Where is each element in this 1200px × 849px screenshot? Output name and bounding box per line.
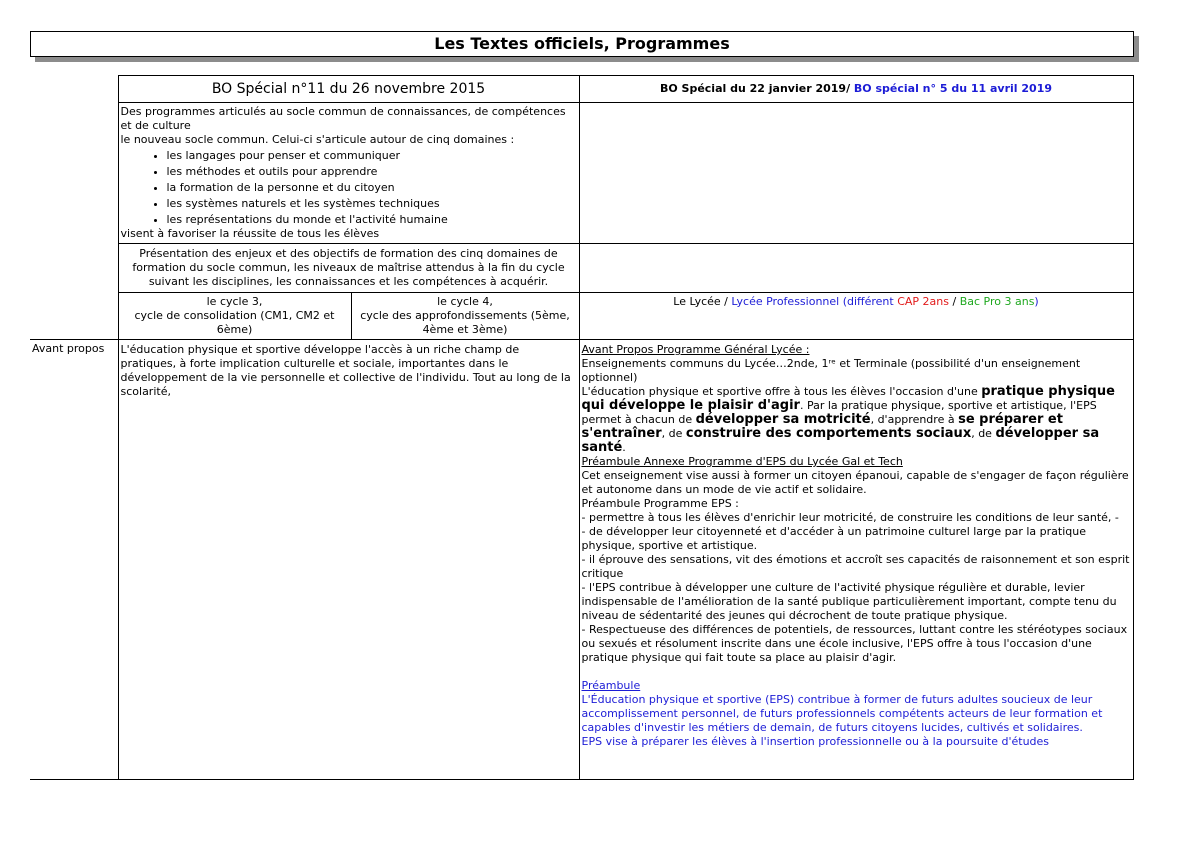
socle-cell: [118, 103, 579, 244]
page-title: Les Textes officiels, Programmes: [30, 31, 1134, 57]
empty-cell: [30, 103, 118, 244]
list-item: - Respectueuse des différences de potentiels, de ressources, luttant contre les stéréotypes sociaux ou sexués et résolument inscrite dans une école inclusive, l'EPS offre à tous l'occasion d'une pratique physique qui fait toute sa place au plaisir d'agir.: [581, 623, 1128, 664]
list-item: - permettre à tous les élèves d'enrichir leur motricité, de construire les conditions de leur santé, -: [581, 511, 1119, 524]
enseignements-communs: Enseignements communs du Lycée…2nde, 1ʳᵉ et Terminale (possibilité d'un enseignement optionnel): [581, 357, 1081, 384]
cycle-4-desc: cycle des approfondissements (5ème, 4ème et 3ème): [360, 309, 570, 336]
header-bo-2019: BO Spécial du 22 janvier 2019/ BO spécial n° 5 du 11 avril 2019: [579, 76, 1133, 103]
empty-cell: [30, 293, 118, 340]
socle-intro-2: le nouveau socle commun. Celui-ci s'articule autour de cinq domaines :: [120, 133, 515, 146]
socle-row: [30, 103, 1133, 244]
cycle-3-cell: [118, 293, 351, 340]
preambule-annexe-title: Préambule Annexe Programme d'EPS du Lycée Gal et Tech: [581, 455, 903, 468]
cycle-4-cell: [351, 293, 579, 340]
socle-outro: visent à favoriser la réussite de tous les élèves: [120, 227, 380, 240]
avant-propos-title: Avant Propos Programme Général Lycée :: [581, 343, 810, 356]
socle-intro: Des programmes articulés au socle commun de connaissances, de compétences et de culture: [120, 105, 566, 132]
domains-list: [121, 149, 577, 227]
list-item: • les représentations du monde et l'activité humaine: [167, 213, 577, 227]
header-bo-2019-link[interactable]: BO spécial n° 5 du 11 avril 2019: [853, 82, 1053, 95]
cycle-3-desc: cycle de consolidation (CM1, CM2 et 6ème): [134, 309, 335, 336]
list-item: - de développer leur citoyenneté et d'accéder à un patrimoine culturel large par la pratique physique, sportive et artistique.: [581, 525, 1086, 552]
preambule-blue-text-2: EPS vise à préparer les élèves à l'insertion professionnelle ou à la poursuite d'études: [581, 735, 1050, 748]
empty-cell: [579, 103, 1133, 244]
list-item: • les systèmes naturels et les systèmes techniques: [167, 197, 577, 211]
cycle-4-title: le cycle 4,: [437, 295, 493, 308]
empty-cell: [579, 244, 1133, 293]
empty-cell: [30, 76, 118, 103]
eps-paragraph: L'éducation physique et sportive offre à tous les élèves l'occasion d'une pratique physique qui développe le plaisir d'agir. Par la pratique physique, sportive et artistique, l'EPS permet à chacun de développer sa motricité, d'apprendre à se préparer et s'entraîner, de construire des comportements sociaux, de développer sa santé.: [581, 384, 1115, 455]
cycle-3-title: le cycle 3,: [206, 295, 263, 308]
list-item: • les méthodes et outils pour apprendre: [167, 165, 577, 179]
lycee-cell: Le Lycée / Lycée Professionnel (différent CAP 2ans / Bac Pro 3 ans): [579, 293, 1133, 340]
preambule-link[interactable]: Préambule: [581, 679, 641, 692]
list-item: - l'EPS contribue à développer une culture de l'activité physique régulière et durable, levier indispensable de l'amélioration de la santé publique particulièrement important, compte tenu du niveau de sédentarité des jeunes qui décrochent de toute pratique physique.: [581, 581, 1117, 622]
avant-propos-right: [579, 340, 1133, 780]
presentation-row: [30, 244, 1133, 293]
programmes-table: [30, 75, 1134, 780]
avant-propos-row: [30, 340, 1133, 780]
header-row: [30, 76, 1133, 103]
list-item: • la formation de la personne et du citoyen: [167, 181, 577, 195]
cycles-row: [30, 293, 1133, 340]
preambule-annexe-text: Cet enseignement vise aussi à former un citoyen épanoui, capable de s'engager de façon régulière et autonome dans un mode de vie actif et solidaire.: [581, 469, 1129, 496]
avant-propos-left: L'éducation physique et sportive développe l'accès à un riche champ de pratiques, à forte implication culturelle et sociale, importantes dans le développement de la vie personnelle et collective de l'individu. Tout au long de la scolarité,: [118, 340, 579, 780]
presentation-cell: Présentation des enjeux et des objectifs de formation des cinq domaines de formation du socle commun, les niveaux de maîtrise attendus à la fin du cycle suivant les disciplines, les connaissances et les compétences à acquérir.: [118, 244, 579, 293]
preambule-programme: Préambule Programme EPS :: [581, 497, 739, 510]
avant-propos-label: Avant propos: [30, 340, 118, 780]
empty-cell: [30, 244, 118, 293]
list-item: • les langages pour penser et communiquer: [167, 149, 577, 163]
list-item: - il éprouve des sensations, vit des émotions et accroît ses capacités de raisonnement et son esprit critique: [581, 553, 1130, 580]
header-bo-2015: BO Spécial n°11 du 26 novembre 2015: [118, 76, 579, 103]
preambule-blue-text: L'Éducation physique et sportive (EPS) contribue à former de futurs adultes soucieux de leur accomplissement personnel, de futurs professionnels compétents acteurs de leur formation et capables d'investir les métiers de demain, de futurs citoyens lucides, cultivés et solidaires.: [581, 693, 1103, 734]
